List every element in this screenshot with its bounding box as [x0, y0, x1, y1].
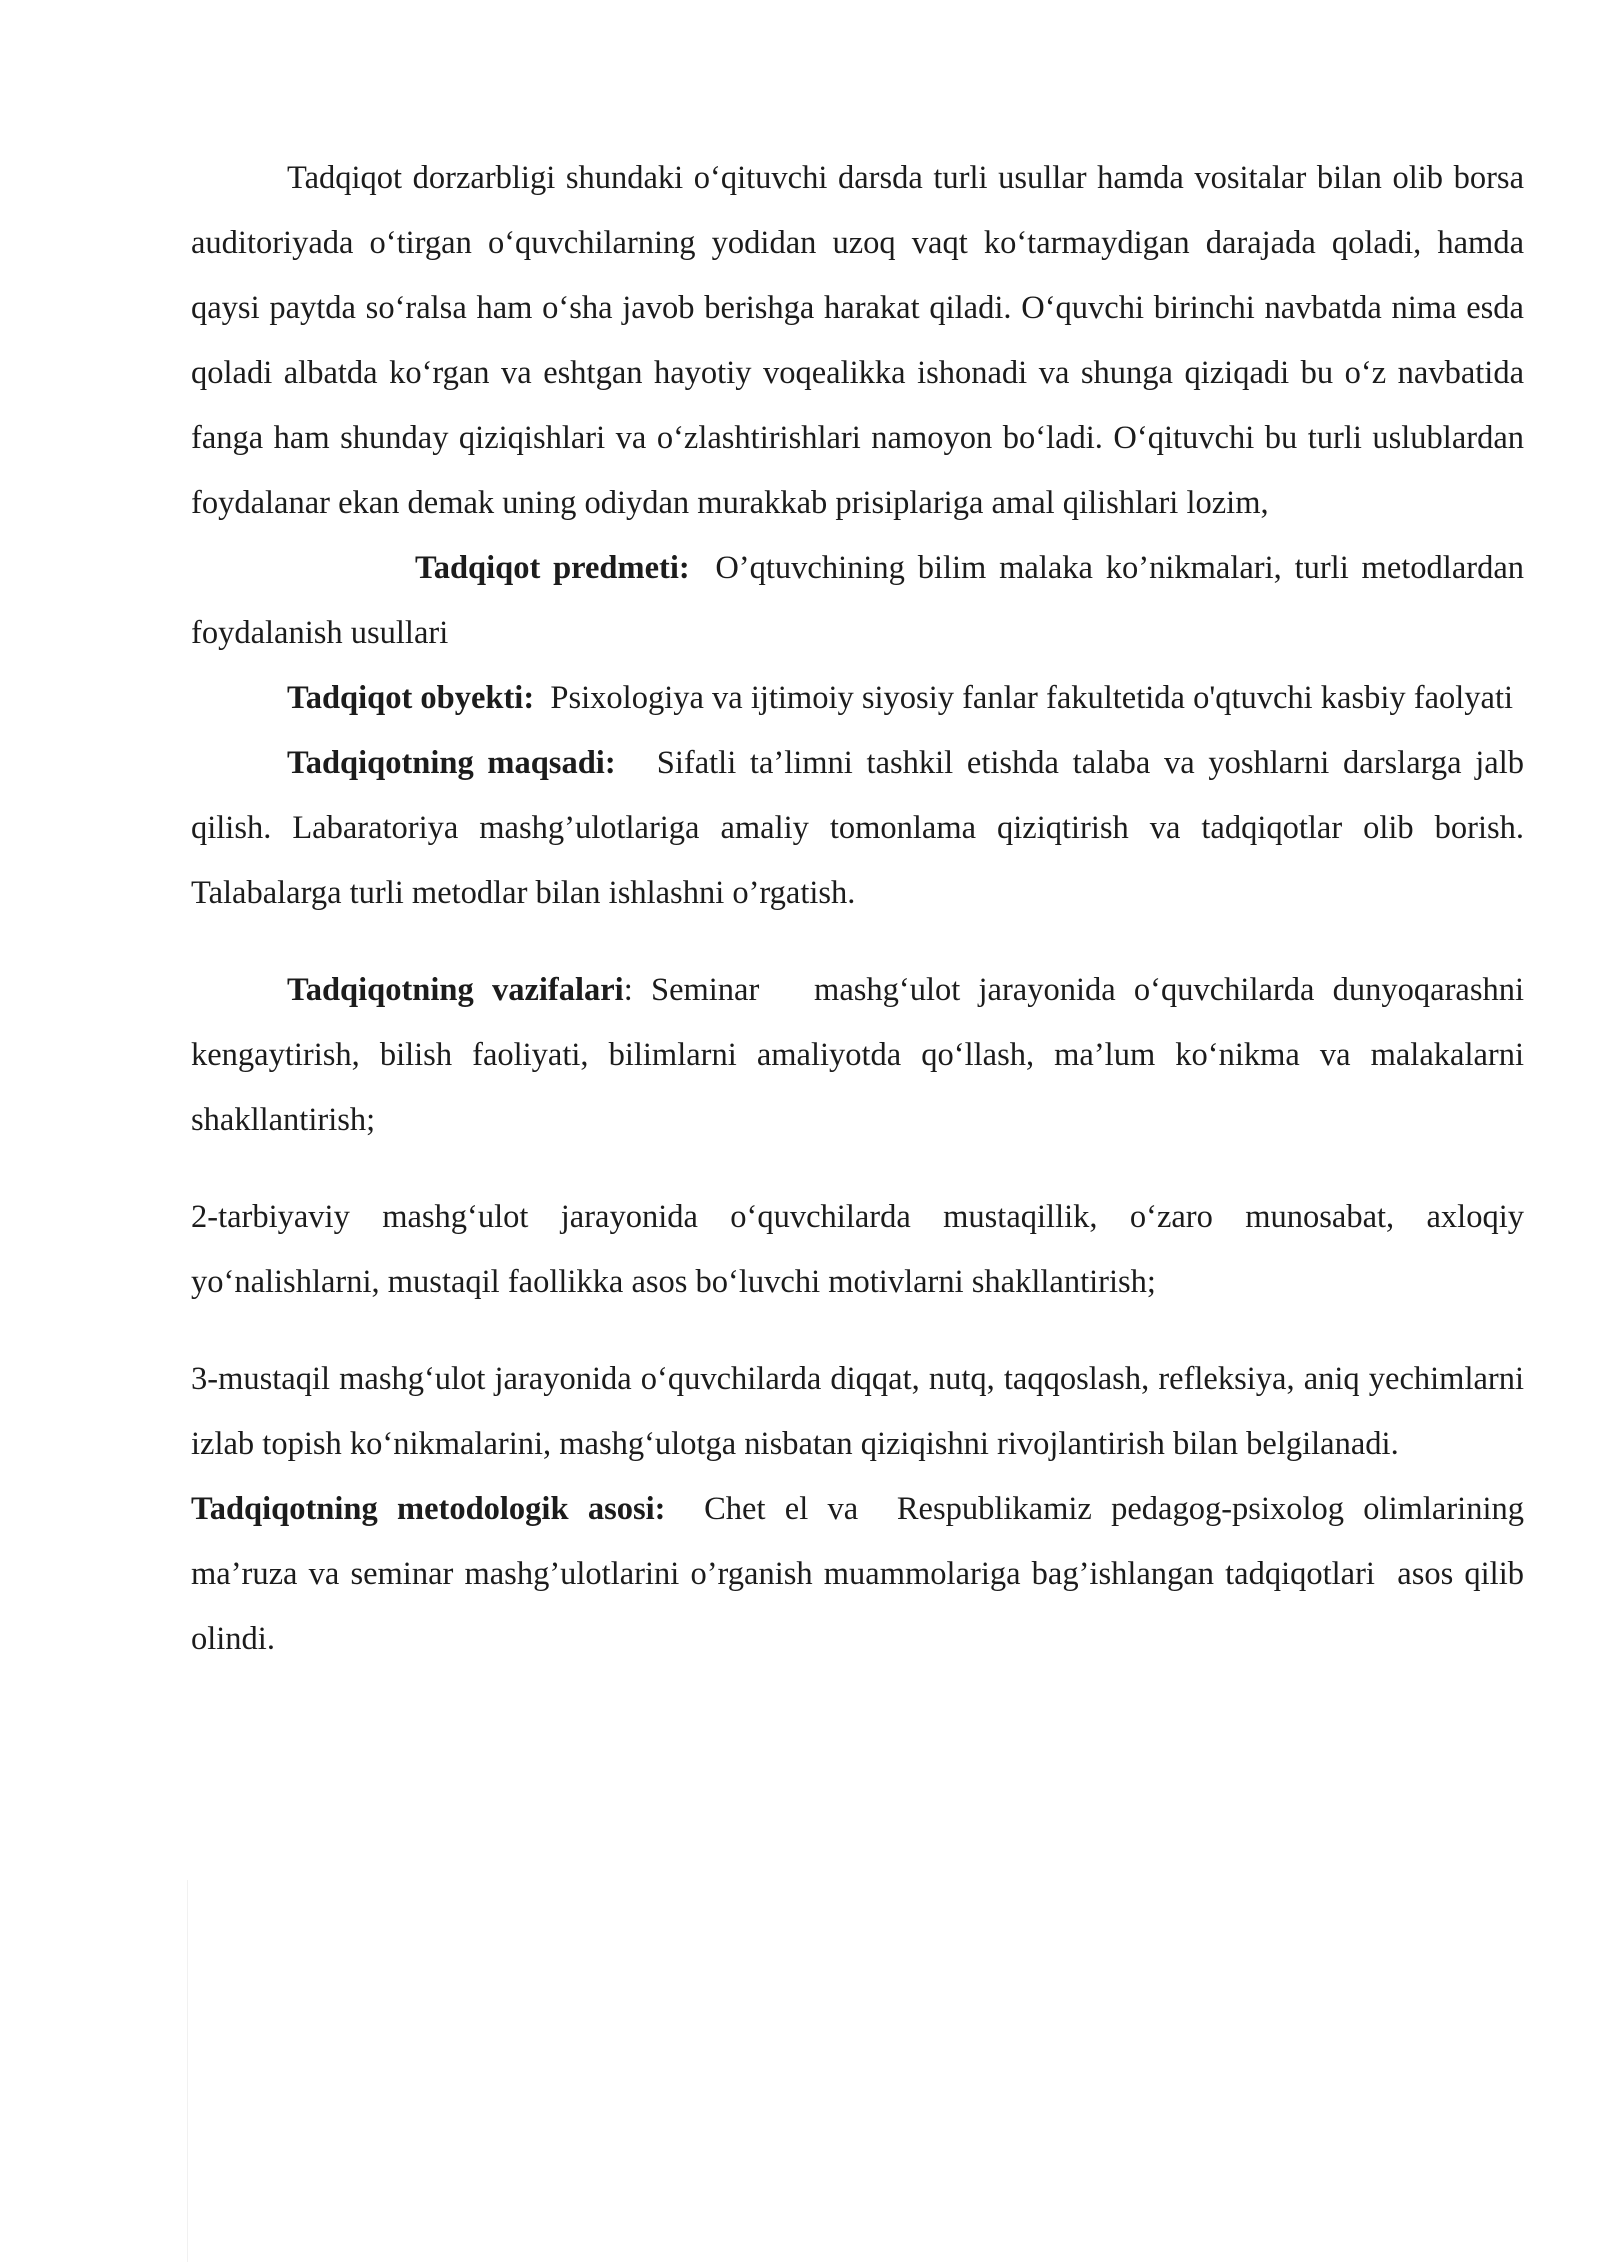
- research-object-label: Tadqiqot obyekti:: [287, 680, 535, 716]
- methodology-text: Chet el va Respublikamiz pedagog-psixolog olimlarining ma’ruza va seminar mashg’ulotlarini o’rganish muammolariga bag’ishlangan tadqiqotlari asos qilib olindi.: [191, 1491, 1533, 1657]
- intro-paragraph: Tadqiqot dorzarbligi shundaki o‘qituvchi darsda turli usullar hamda vositalar bilan olib borsa auditoriyada o‘tirgan o‘quvchilarning yodidan uzoq vaqt ko‘tarmaydigan darajada qoladi, hamda qaysi paytda so‘ralsa ham o‘sha javob berishga harakat qiladi. O‘quvchi birinchi navbatda nima esda qoladi albatda ko‘rgan va eshtgan hayotiy voqealikka ishonadi va shunga qiziqadi bu o‘z navbatida fanga ham shunday qiziqishlari va o‘zlashtirishlari namoyon bo‘ladi. O‘qituvchi bu turli uslublardan foydalanar ekan demak uning odiydan murakkab prisiplariga amal qilishlari lozim,: [191, 160, 1524, 521]
- research-tasks-text: : Seminar mashg‘ulot jarayonida o‘quvchilarda dunyoqarashni kengaytirish, bilish faoliyati, bilimlarni amaliyotda qo‘llash, ma’lum ko‘nikma va malakalarni shakllantirish;: [191, 972, 1533, 1138]
- research-subject-paragraph: [191, 536, 1533, 666]
- research-object-text: Psixologiya va ijtimoiy siyosiy fanlar fakultetida o'qtuvchi kasbiy faolyati: [534, 680, 1514, 716]
- research-tasks-label: Tadqiqotning vazifalari: [287, 972, 624, 1008]
- task-item-2: 2-tarbiyaviy mashg‘ulot jarayonida o‘quvchilarda mustaqillik, o‘zaro munosabat, axloqiy yo‘nalishlarni, mustaqil faollikka asos bo‘luvchi motivlarni shakllantirish;: [191, 1199, 1524, 1300]
- research-subject-text: O’qtuvchining bilim malaka ko’nikmalari, turli metodlardan foydalanish usullari: [191, 550, 1533, 651]
- page-edge-line: [187, 1880, 188, 2262]
- research-object-paragraph: [191, 666, 1524, 731]
- methodology-label: Tadqiqotning metodologik asosi:: [191, 1491, 666, 1527]
- methodology-paragraph: [191, 1477, 1533, 1672]
- research-goal-label: Tadqiqotning maqsadi:: [287, 745, 616, 781]
- research-goal-paragraph: [191, 731, 1533, 926]
- research-subject-label: Tadqiqot predmeti:: [415, 550, 690, 586]
- document-body: [191, 146, 1533, 1672]
- task-item-3: 3-mustaqil mashg‘ulot jarayonida o‘quvchilarda diqqat, nutq, taqqoslash, refleksiya, aniq yechimlarni izlab topish ko‘nikmalarini, mashg‘ulotga nisbatan qiziqishni rivojlantirish bilan belgilanadi.: [191, 1361, 1524, 1462]
- research-tasks-paragraph: [191, 958, 1533, 1153]
- research-goal-text: Sifatli ta’limni tashkil etishda talaba va yoshlarni darslarga jalb qilish. Labaratoriya mashg’ulotlariga amaliy tomonlama qiziqtirish va tadqiqotlar olib borish. Talabalarga turli metodlar bilan ishlashni o’rgatish.: [191, 745, 1533, 911]
